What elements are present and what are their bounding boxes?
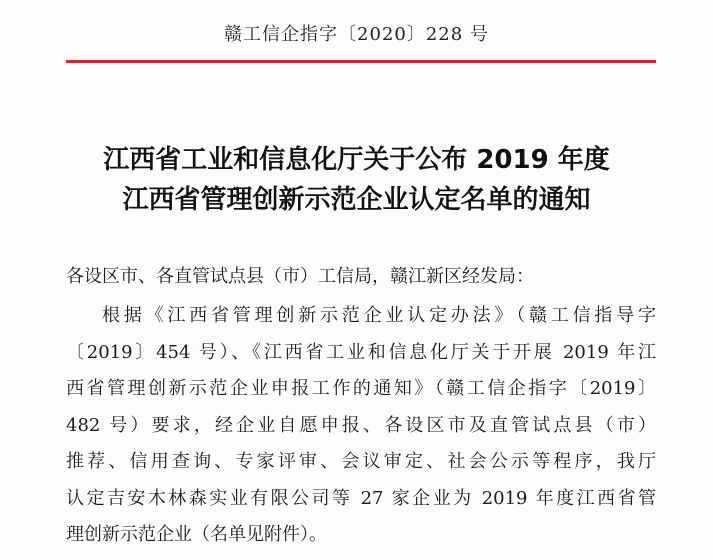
body-paragraph	[66, 298, 656, 554]
body-line: 西省管理创新示范企业申报工作的通知》（赣工信企指字〔2019〕	[66, 378, 656, 399]
body-line: 〔2019〕454 号）、《江西省工业和信息化厅关于开展 2019 年江	[66, 341, 656, 363]
red-header-rule	[66, 60, 656, 63]
body-line: 根据《江西省管理创新示范企业认定办法》（赣工信指导字	[102, 305, 656, 326]
body-line: 认定吉安木林森实业有限公司等 27 家企业为 2019 年度江西省管	[66, 487, 656, 509]
body-line: 推荐、信用查询、专家评审、会议审定、社会公示等程序，我厅	[66, 451, 656, 472]
salutation: 各设区市、各直管试点县（市）工信局，赣江新区经发局：	[66, 266, 534, 287]
body-line: 理创新示范企业（名单见附件）。	[66, 524, 327, 545]
title-line-1: 江西省工业和信息化厅关于公布 2019 年度	[103, 145, 610, 175]
title-line-2: 江西省管理创新示范企业认定名单的通知	[122, 185, 591, 215]
body-line: 482 号）要求，经企业自愿申报、各设区市及直管试点县（市）	[66, 414, 656, 436]
document-number: 赣工信企指字〔2020〕228 号	[224, 24, 489, 45]
document-title	[0, 140, 713, 220]
